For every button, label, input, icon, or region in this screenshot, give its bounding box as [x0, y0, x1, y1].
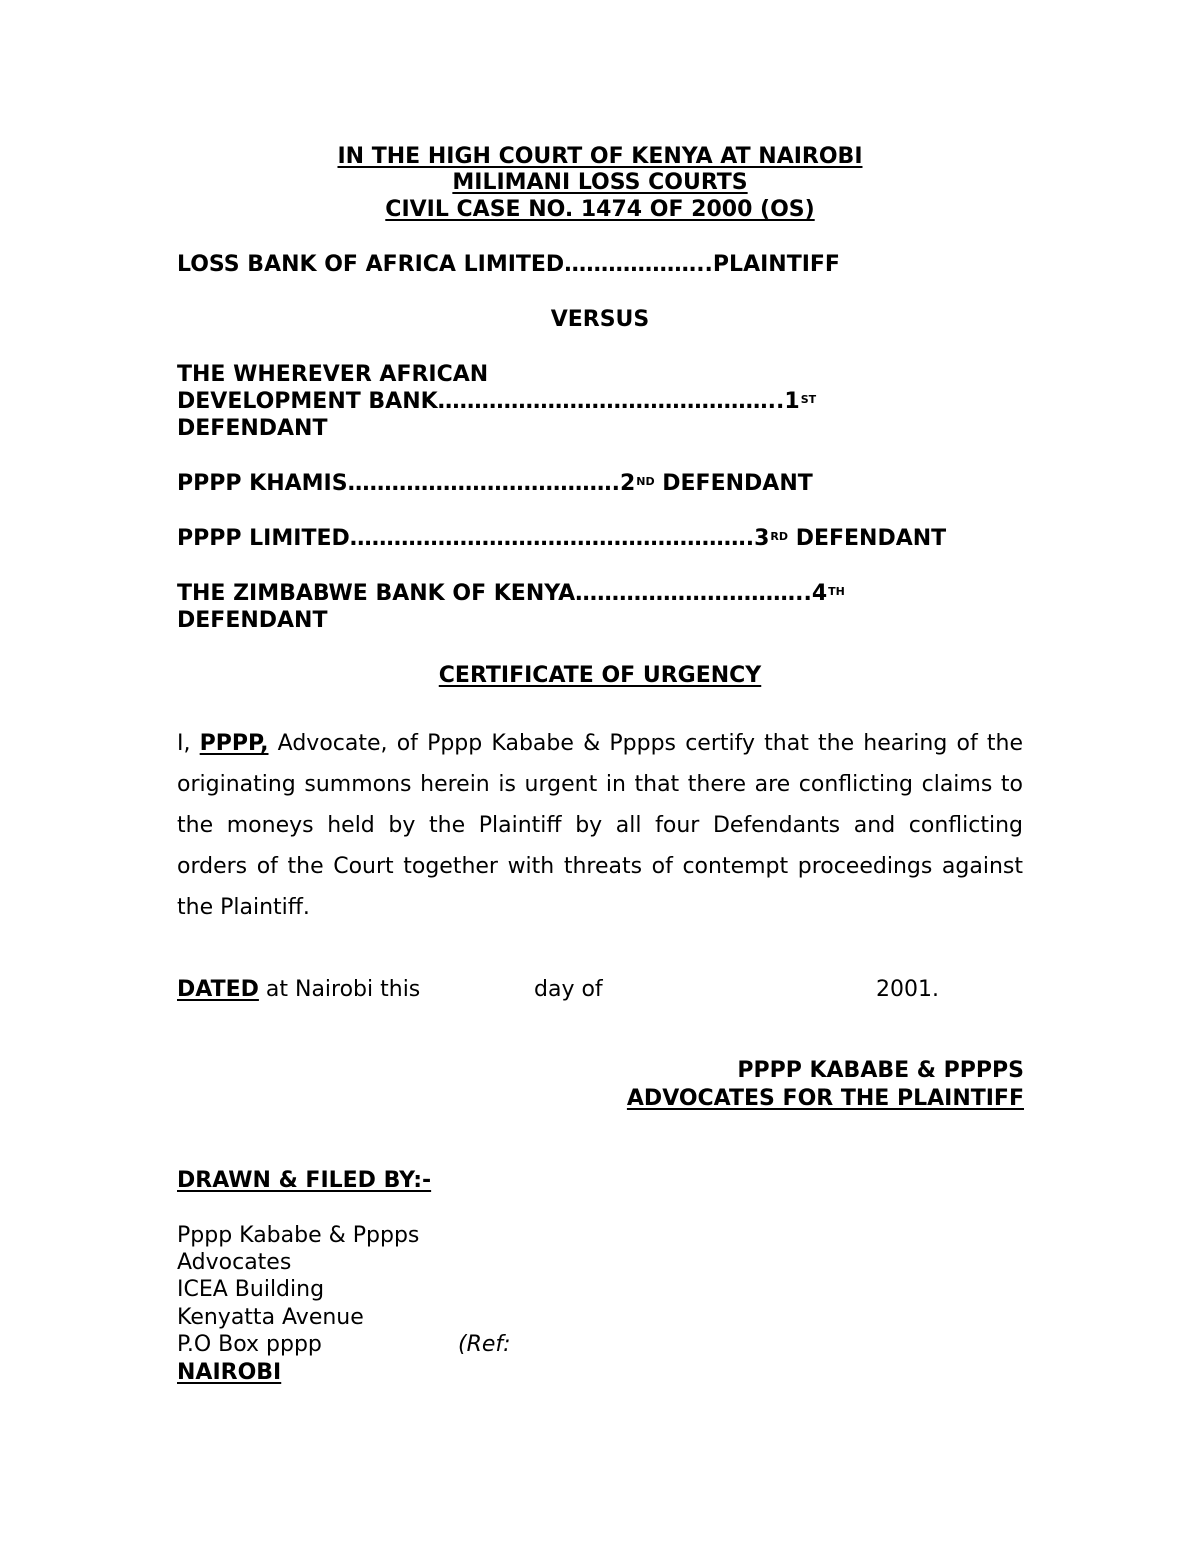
- signature-firm: PPPP KABABE & PPPPS: [737, 1058, 1024, 1083]
- defendant1-ordinal-suffix: ST: [800, 393, 817, 406]
- drawn-city: NAIROBI: [177, 1360, 282, 1385]
- certificate-intro: I,: [177, 731, 200, 756]
- certificate-text: Advocate, of Pppp Kababe & Pppps certify that the hearing of the originating summons herein is urgent in that there are conflicting claims to the moneys held by the Plaintiff by all four Defendants and conflicting orders of the Court together with threats of contempt proceedings against the Plaintiff.: [177, 731, 1023, 920]
- defendant4-ordinal-suffix: TH: [828, 585, 845, 598]
- dated-line: [177, 976, 420, 1003]
- drawn-ref: (Ref:: [458, 1332, 511, 1357]
- plaintiff-dots: ………………..: [564, 252, 713, 277]
- defendant4-ordinal: 4: [811, 581, 828, 606]
- drawn-line1: Pppp Kababe & Pppps: [177, 1223, 420, 1248]
- plaintiff-line: [177, 251, 840, 278]
- defendant3-dots: ……………………………………………….: [349, 526, 755, 551]
- case-number: CIVIL CASE NO. 1474 OF 2000 (OS): [385, 197, 815, 222]
- plaintiff-name: LOSS BANK OF AFRICA LIMITED: [177, 252, 565, 277]
- drawn-line5: P.O Box pppp: [177, 1332, 322, 1357]
- signature-role: ADVOCATES FOR THE PLAINTIFF: [626, 1086, 1024, 1111]
- drawn-line2: Advocates: [177, 1250, 292, 1275]
- dated-year: 2001.: [876, 977, 939, 1002]
- defendant3-name: PPPP LIMITED: [177, 526, 350, 551]
- defendant2-role: DEFENDANT: [662, 471, 813, 496]
- versus-label: VERSUS: [550, 307, 650, 332]
- defendant4-dots: …………………………..: [575, 581, 812, 606]
- dated-label: DATED: [177, 977, 259, 1002]
- defendant2-ordinal: 2: [619, 471, 636, 496]
- drawn-label: DRAWN & FILED BY:-: [177, 1168, 432, 1193]
- defendant3-ordinal-suffix: RD: [770, 530, 789, 543]
- dated-day-of: day of: [534, 977, 603, 1002]
- defendant1-dots: ………………………………………..: [437, 389, 785, 414]
- drawn-line3: ICEA Building: [177, 1277, 325, 1302]
- division-heading: MILIMANI LOSS COURTS: [452, 170, 748, 195]
- defendant4-role: DEFENDANT: [177, 608, 328, 633]
- defendant4-name: THE ZIMBABWE BANK OF KENYA: [177, 581, 576, 606]
- defendant2-ordinal-suffix: ND: [636, 475, 655, 488]
- defendant1-name: DEVELOPMENT BANK: [177, 389, 438, 414]
- court-heading: IN THE HIGH COURT OF KENYA AT NAIROBI: [337, 144, 863, 169]
- dated-place: at Nairobi this: [258, 977, 421, 1002]
- defendant1-line1: THE WHEREVER AFRICAN: [177, 362, 489, 387]
- defendant1-ordinal: 1: [784, 389, 800, 414]
- drawn-line4: Kenyatta Avenue: [177, 1305, 364, 1330]
- plaintiff-role: PLAINTIFF: [712, 252, 840, 277]
- defendant2-dots: ……………………………….: [347, 471, 620, 496]
- defendant2-line: [177, 470, 813, 497]
- defendant4-line: [177, 580, 845, 607]
- defendant1-role: DEFENDANT: [177, 416, 328, 441]
- defendant3-line: [177, 525, 946, 552]
- defendant2-name: PPPP KHAMIS: [177, 471, 348, 496]
- advocate-name: PPPP,: [199, 731, 269, 756]
- defendant3-ordinal: 3: [754, 526, 770, 551]
- defendant3-role: DEFENDANT: [795, 526, 947, 551]
- certificate-title: CERTIFICATE OF URGENCY: [438, 663, 762, 688]
- defendant1-line2: [177, 388, 816, 415]
- certificate-body: [177, 723, 1023, 928]
